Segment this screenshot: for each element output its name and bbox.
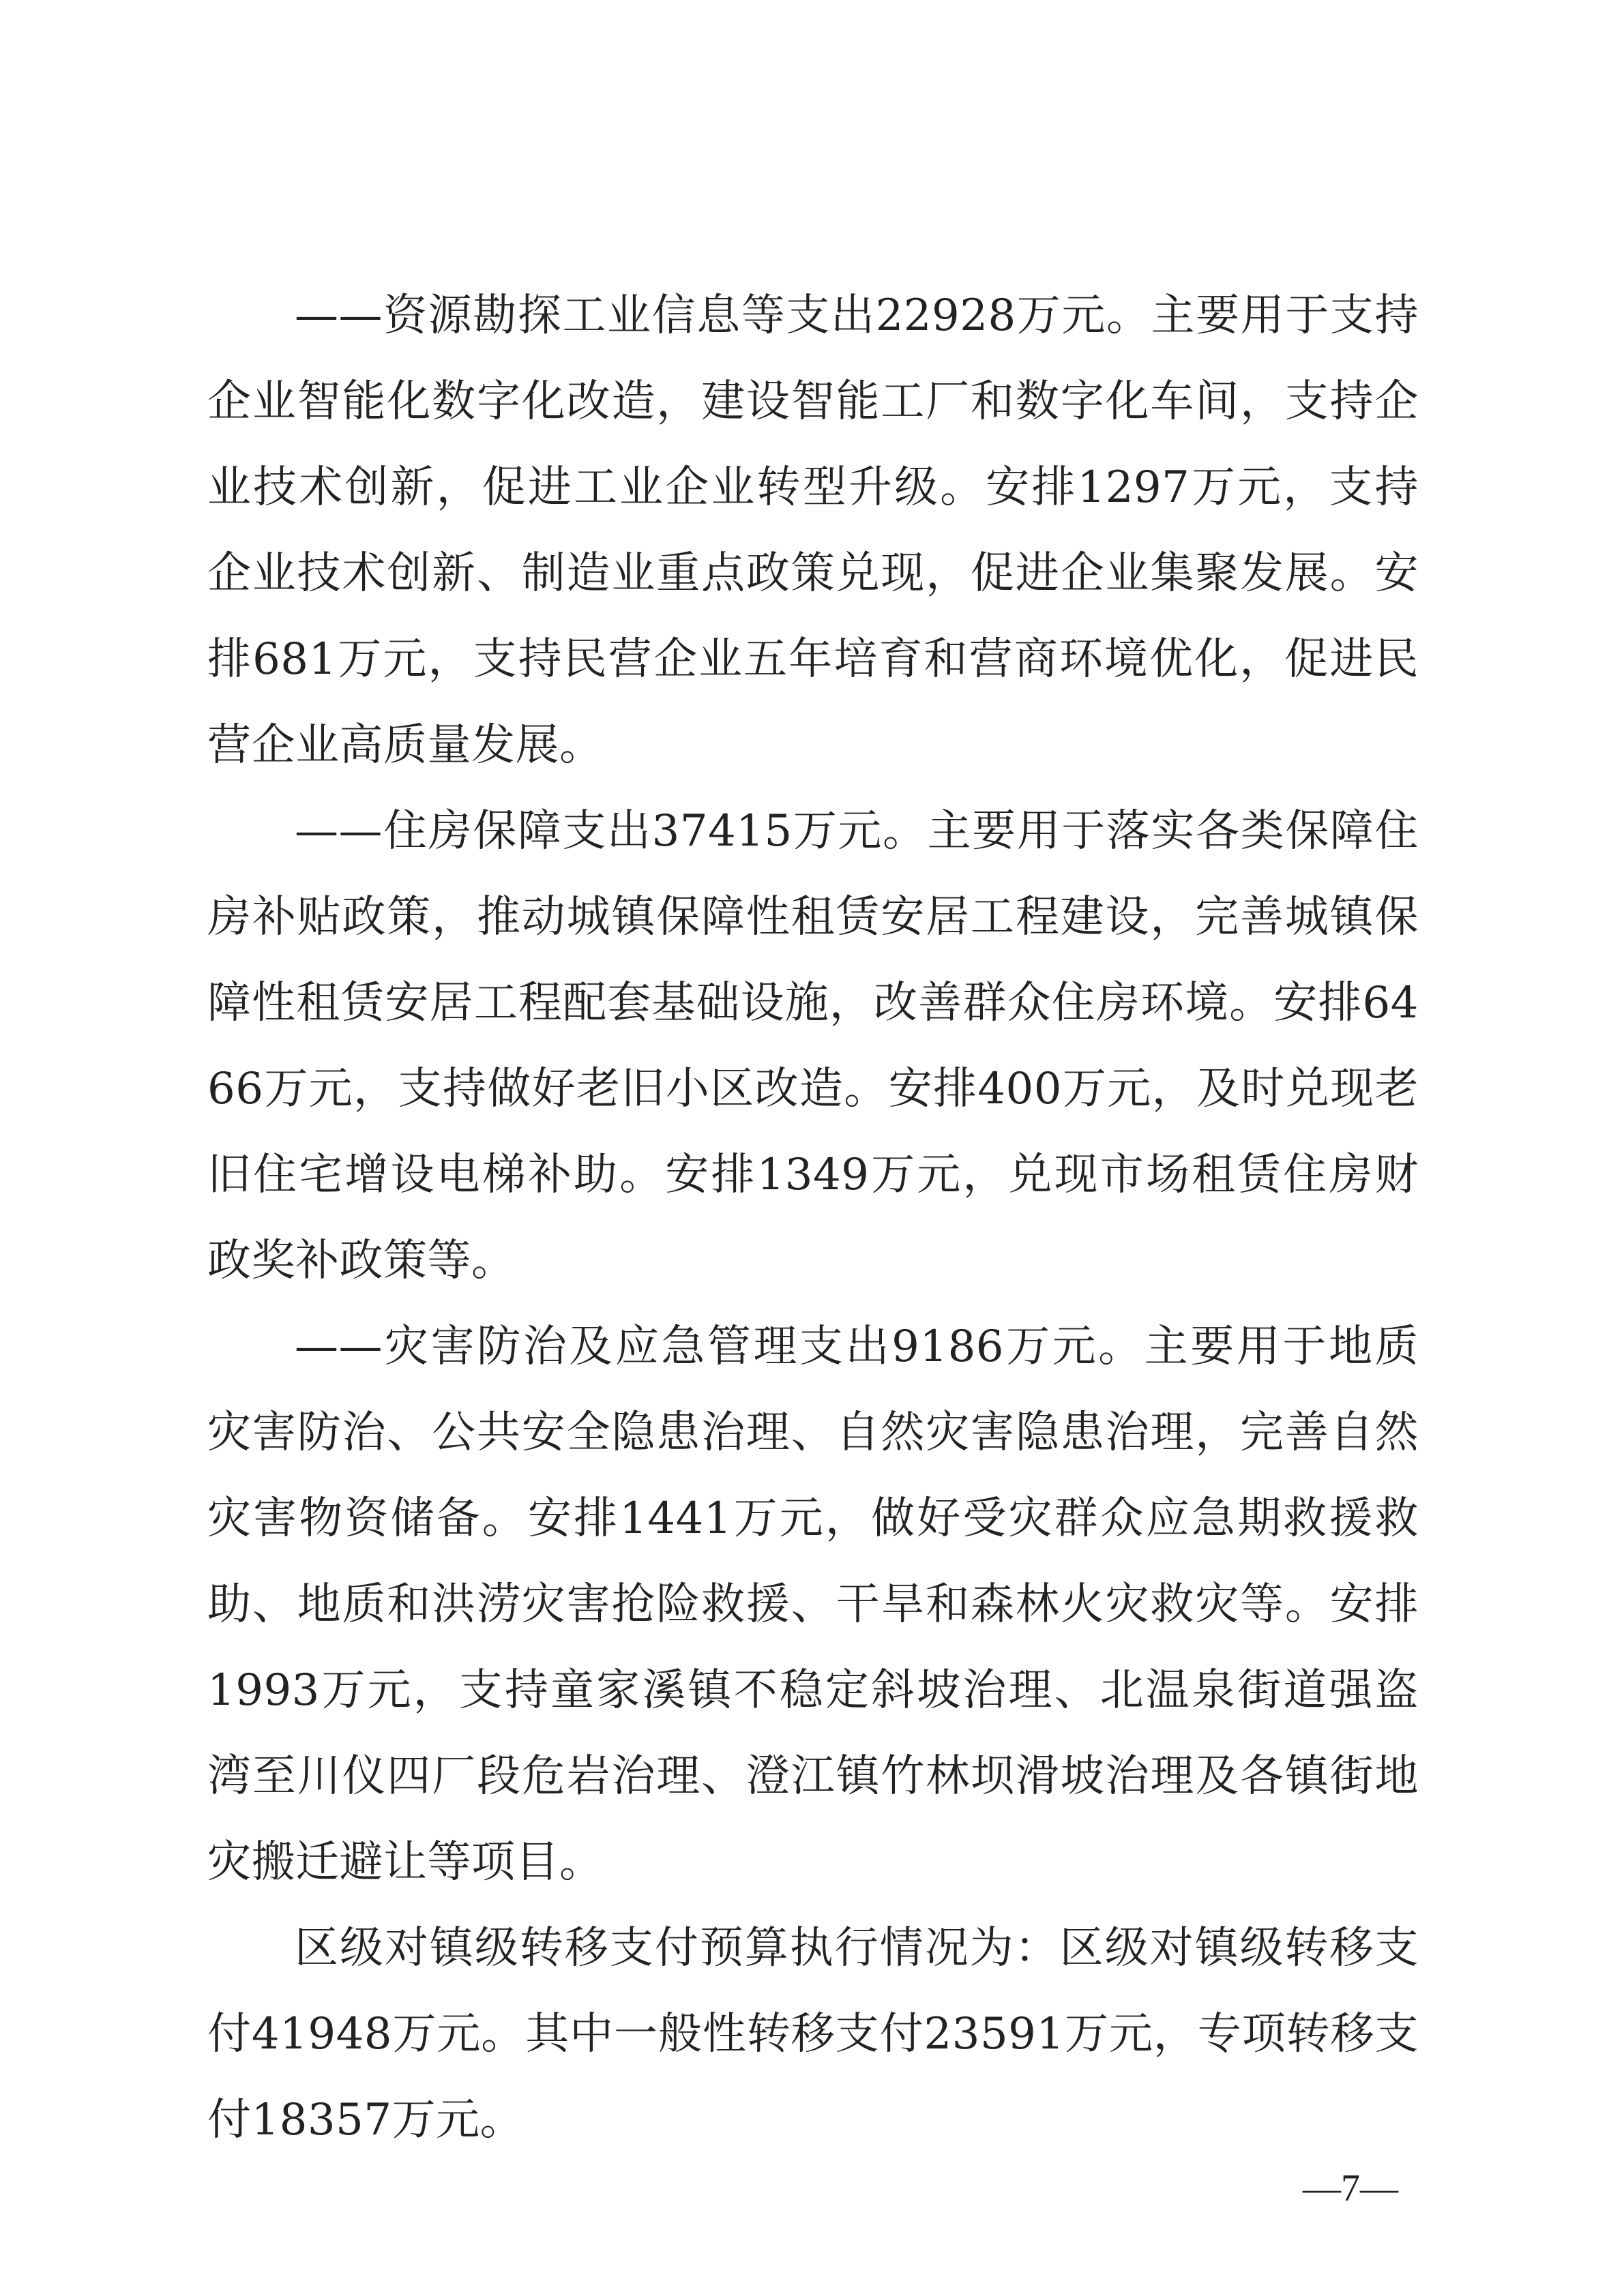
page-number: —7— [1303, 2167, 1398, 2209]
paragraph-housing-spending: ——住房保障支出37415万元。主要用于落实各类保障住房补贴政策，推动城镇保障性租赁安居工程建设，完善城镇保障性租赁安居工程配套基础设施，改善群众住房环境。安排6466万元，支持做好老旧小区改造。安排400万元，及时兑现老旧住宅增设电梯补助。安排1349万元，兑现市场租赁住房财政奖补政策等。 [207, 806, 1419, 1286]
paragraph-industry-spending: ——资源勘探工业信息等支出22928万元。主要用于支持企业智能化数字化改造，建设智能工厂和数字化车间，支持企业技术创新，促进工业企业转型升级。安排1297万元，支持企业技术创新、制造业重点政策兑现，促进企业集聚发展。安排681万元，支持民营企业五年培育和营商环境优化，促进民营企业高质量发展。 [207, 290, 1419, 771]
document-body [207, 273, 1419, 2163]
paragraph-disaster-spending: ——灾害防治及应急管理支出9186万元。主要用于地质灾害防治、公共安全隐患治理、自然灾害隐患治理，完善自然灾害物资储备。安排1441万元，做好受灾群众应急期救援救助、地质和洪涝灾害抢险救援、干旱和森林火灾救灾等。安排1993万元，支持童家溪镇不稳定斜坡治理、北温泉街道强盗湾至川仪四厂段危岩治理、澄江镇竹林坝滑坡治理及各镇街地灾搬迁避让等项目。 [207, 1322, 1419, 1888]
paragraph-transfer-payments: 区级对镇级转移支付预算执行情况为：区级对镇级转移支付41948万元。其中一般性转移支付23591万元，专项转移支付18357万元。 [207, 1923, 1419, 2145]
